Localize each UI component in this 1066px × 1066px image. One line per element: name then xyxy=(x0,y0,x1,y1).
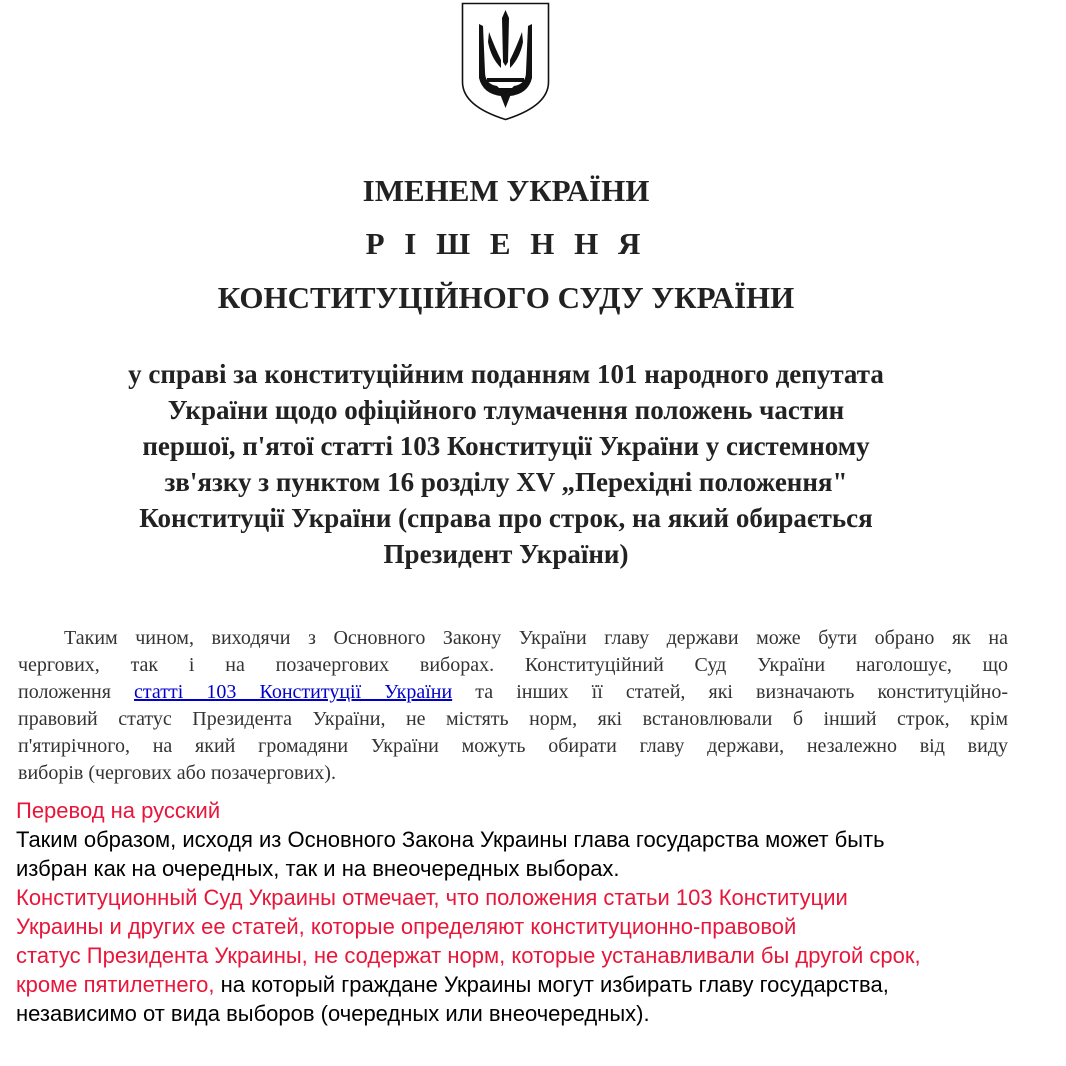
subject-line: першої, п'ятої статті 103 Конституції України у системному xyxy=(142,431,870,461)
translation-text: на который граждане Украины могут избирать главу государства, xyxy=(214,972,889,997)
subject-line: Президент України) xyxy=(383,539,629,569)
translation-highlight-line: статус Президента Украины, не содержат норм, которые устанавливали бы другой срок, xyxy=(16,943,921,968)
translation-highlight: кроме пятилетнего, xyxy=(16,972,215,997)
translation-highlight-line: Украины и других ее статей, которые определяют конституционно-правовой xyxy=(16,914,797,939)
paragraph-text: положення xyxy=(18,681,135,703)
coat-of-arms-emblem xyxy=(461,2,550,121)
case-subject xyxy=(0,356,1012,572)
article-103-link[interactable]: статті 103 Конституції України xyxy=(134,681,453,703)
subject-line: зв'язку з пунктом 16 розділу XV „Перехідні положення" xyxy=(164,467,848,497)
header-in-name-of-ukraine: ІМЕНЕМ УКРАЇНИ xyxy=(362,173,650,208)
paragraph-line xyxy=(18,679,1008,706)
paragraph-line: Таким чином, виходячи з Основного Закону України главу держави може бути обрано як на xyxy=(64,627,1008,649)
translation-line: независимо от вида выборов (очередных или внеочередных). xyxy=(16,1001,650,1026)
translation-line: Таким образом, исходя из Основного Закона Украины глава государства может быть xyxy=(16,827,885,852)
header-constitutional-court: КОНСТИТУЦІЙНОГО СУДУ УКРАЇНИ xyxy=(217,280,795,315)
translation-highlight-line: Конституционный Суд Украины отмечает, что положения статьи 103 Конституции xyxy=(16,885,848,910)
trident-icon xyxy=(461,2,550,121)
translation-heading: Перевод на русский xyxy=(16,798,221,823)
paragraph-line: виборів (чергових або позачергових). xyxy=(18,762,336,784)
header-decision: Р І Ш Е Н Н Я xyxy=(365,226,647,261)
russian-translation xyxy=(16,796,1056,1028)
decision-paragraph xyxy=(18,625,1008,787)
paragraph-line: правовий статус Президента України, не містять норм, які встановлювали б інший строк, крім xyxy=(18,708,1008,730)
subject-line: у справі за конституційним поданням 101 народного депутата xyxy=(128,359,884,389)
translation-line: избран как на очередных, так и на внеочередных выборах. xyxy=(16,856,620,881)
subject-line: Конституції України (справа про строк, на який обирається xyxy=(139,503,873,533)
paragraph-text: та інших її статей, які визначають конституційно- xyxy=(452,681,1008,703)
translation-line xyxy=(16,970,1056,999)
paragraph-line: чергових, так і на позачергових виборах. Конституційний Суд України наголошує, що xyxy=(18,654,1008,676)
subject-line: України щодо офіційного тлумачення положень частин xyxy=(167,395,845,425)
paragraph-line: п'ятирічного, на який громадяни України можуть обирати главу держави, незалежно від виду xyxy=(18,735,1008,757)
